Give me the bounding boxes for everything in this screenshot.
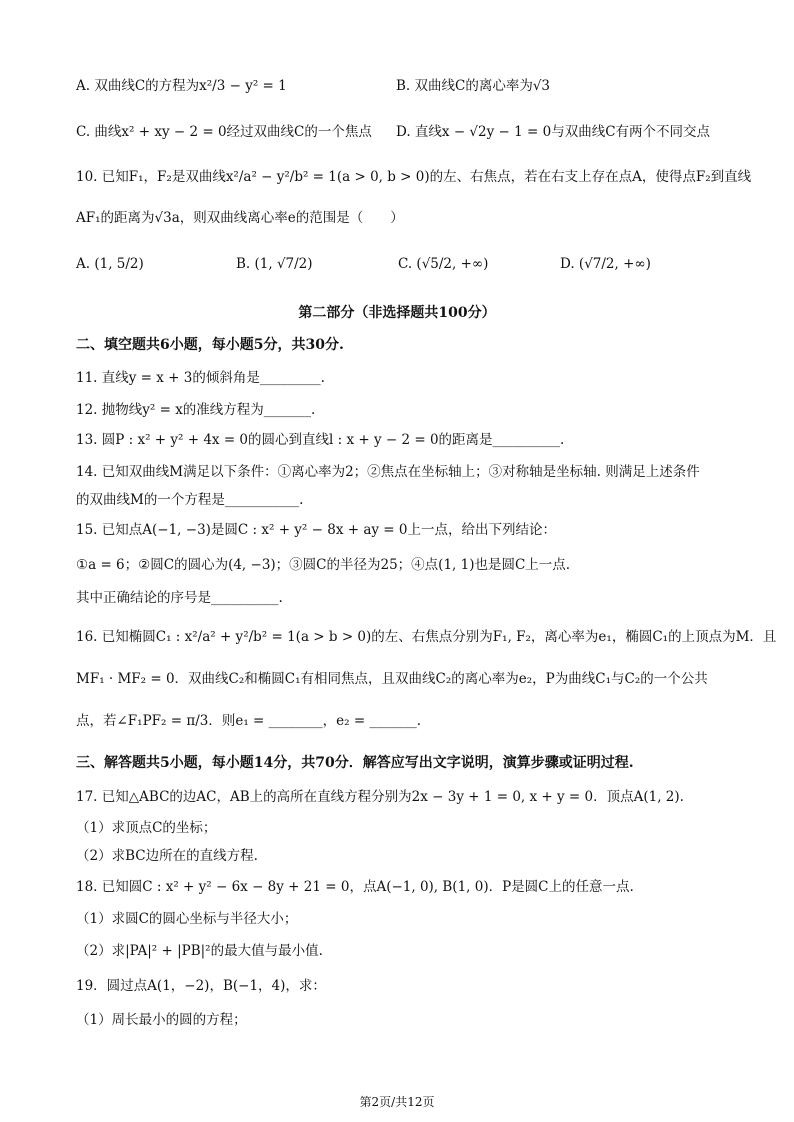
q9-option-a: A. 双曲线C的方程为x²/3 − y² = 1 [76,78,287,94]
q13: 13. 圆P : x² + y² + 4x = 0的圆心到直线l : x + y − 2 = 0的距离是__________. [76,432,565,448]
section3-title: 三、解答题共5小题，每小题14分，共70分．解答应写出文字说明，演算步骤或证明过程. [76,755,634,771]
q14-line1: 14. 已知双曲线M满足以下条件：①离心率为2；②焦点在坐标轴上；③对称轴是坐标轴. 则满足上述条件 [76,464,700,480]
q16-line3: 点，若∠F₁PF₂ = π/3．则e₁ = ________，e₂ = _______. [76,713,421,729]
q17-sub2: （2）求BC边所在的直线方程. [76,848,258,864]
q10-stem-line2: AF₁的距离为√3a，则双曲线离心率e的范围是（ ） [76,210,404,226]
q16-line1: 16. 已知椭圆C₁ : x²/a² + y²/b² = 1(a > b > 0)的左、右焦点分别为F₁, F₂，离心率为e₁，椭圆C₁的上顶点为M．且 [76,629,777,645]
q11: 11. 直线y = x + 3的倾斜角是_________. [76,370,325,386]
q9-option-c: C. 曲线x² + xy − 2 = 0经过双曲线C的一个焦点 [76,124,372,140]
q9-option-b: B. 双曲线C的离心率为√3 [396,78,551,94]
q10-option-c: C. (√5/2, +∞) [398,256,489,272]
q14-line2: 的双曲线M的一个方程是___________. [76,492,304,508]
q18-sub2: （2）求|PA|² + |PB|²的最大值与最小值. [76,943,323,959]
q10-option-b: B. (1, √7/2) [236,256,313,272]
q19-sub1: （1）周长最小的圆的方程； [76,1012,247,1028]
q18-stem: 18. 已知圆C : x² + y² − 6x − 8y + 21 = 0，点A(−1, 0), B(1, 0)．P是圆C上的任意一点. [76,879,634,895]
q15-line1: 15. 已知点A(−1, −3)是圆C : x² + y² − 8x + ay = 0上一点，给出下列结论： [76,522,556,538]
q10-stem-line1: 10. 已知F₁，F₂是双曲线x²/a² − y²/b² = 1(a > 0, b > 0)的左、右焦点，若在右支上存在点A，使得点F₂到直线 [76,169,752,185]
q9-option-d: D. 直线x − √2y − 1 = 0与双曲线C有两个不同交点 [396,124,711,140]
q10-option-a: A. (1, 5/2) [76,256,144,272]
q10-option-d: D. (√7/2, +∞) [560,256,651,272]
q16-line2: MF₁ · MF₂ = 0．双曲线C₂和椭圆C₁有相同焦点，且双曲线C₂的离心率为e₂，P为曲线C₁与C₂的一个公共 [76,671,708,687]
q15-line3: 其中正确结论的序号是__________. [76,590,283,606]
q15-line2: ①a = 6；②圆C的圆心为(4, −3)；③圆C的半径为25；④点(1, 1)也是圆C上一点. [76,557,571,573]
part2-title: 第二部分（非选择题共100分） [298,305,496,321]
q17-stem: 17. 已知△ABC的边AC，AB上的高所在直线方程分别为2x − 3y + 1 = 0, x + y = 0．顶点A(1, 2). [76,789,684,805]
page-number: 第2页/共12页 [359,1095,435,1109]
q12: 12. 抛物线y² = x的准线方程为_______. [76,402,316,418]
q17-sub1: （1）求顶点C的坐标； [76,820,217,836]
q19-stem: 19．圆过点A(1，−2)，B(−1，4)，求： [76,978,326,994]
q18-sub1: （1）求圆C的圆心坐标与半径大小； [76,911,298,927]
section2-title: 二、填空题共6小题，每小题5分，共30分. [76,337,344,353]
